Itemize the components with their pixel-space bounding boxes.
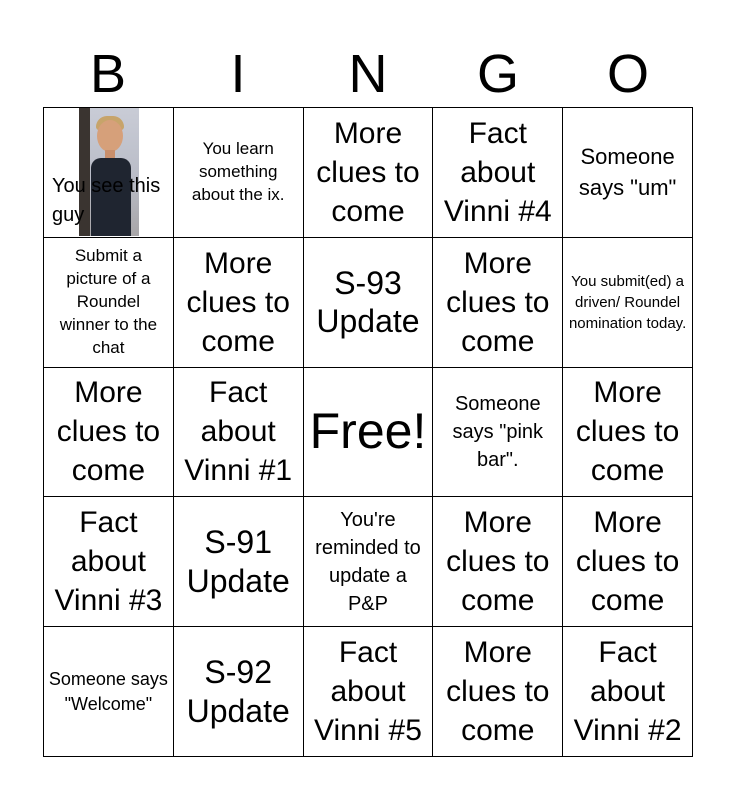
bingo-cell-3-5[interactable] (563, 368, 693, 498)
cell-text: More clues to come (56, 376, 161, 488)
bingo-cell-5-1[interactable] (44, 627, 174, 757)
bingo-cell-5-3[interactable] (304, 627, 434, 757)
header-letter-o: O (606, 44, 649, 104)
cell-text: Fact about Vinni #5 (314, 636, 422, 748)
bingo-cell-2-4[interactable] (433, 238, 563, 368)
bingo-cell-4-5[interactable] (563, 497, 693, 627)
bingo-cell-1-4[interactable] (433, 108, 563, 238)
cell-text: You learn something about the ix. (191, 138, 285, 204)
bingo-cell-3-1[interactable] (44, 368, 174, 498)
cell-text: More clues to come (446, 636, 550, 748)
bingo-cell-4-1[interactable] (44, 497, 174, 627)
bingo-cell-5-2[interactable] (174, 627, 304, 757)
bingo-cell-1-2[interactable] (174, 108, 304, 238)
bingo-cell-1-1[interactable] (44, 108, 174, 238)
cell-text: S-91 Update (186, 524, 290, 599)
cell-text: More clues to come (186, 246, 290, 358)
cell-text: More clues to come (316, 116, 420, 228)
cell-text: Someone says "Welcome" (48, 669, 168, 714)
cell-text: Fact about Vinni #1 (184, 376, 293, 488)
bingo-cell-1-3[interactable] (304, 108, 434, 238)
bingo-grid (43, 107, 693, 757)
cell-text: You're reminded to update a P&P (315, 508, 421, 615)
cell-text: S-93 Update (316, 264, 420, 340)
bingo-cell-2-2[interactable] (174, 238, 304, 368)
header-letter-b: B (89, 44, 127, 104)
cell-text: Fact about Vinni #4 (443, 116, 552, 228)
bingo-cell-4-2[interactable] (174, 497, 304, 627)
bingo-cell-3-3[interactable] (304, 368, 434, 498)
cell-text: More clues to come (446, 506, 550, 618)
header-letter-g: G (476, 44, 519, 104)
bingo-cell-3-2[interactable] (174, 368, 304, 498)
bingo-cell-3-4[interactable] (433, 368, 563, 498)
bingo-header (43, 40, 693, 108)
cell-text: S-92 Update (186, 654, 290, 729)
bingo-cell-5-5[interactable] (563, 627, 693, 757)
bingo-cell-5-4[interactable] (433, 627, 563, 757)
cell-text: You submit(ed) a driven/ Roundel nomination today. (568, 272, 687, 332)
cell-text: Free! (309, 403, 427, 460)
header-letter-n: N (348, 44, 388, 104)
cell-text: More clues to come (575, 376, 680, 488)
cell-text: Submit a picture of a Roundel winner to the chat (59, 245, 158, 357)
cell-text: Someone says "pink bar". (452, 392, 544, 471)
bingo-cell-2-1[interactable] (44, 238, 174, 368)
cell-text: More clues to come (575, 506, 680, 618)
bingo-cell-2-3[interactable] (304, 238, 434, 368)
bingo-cell-4-4[interactable] (433, 497, 563, 627)
bingo-cell-4-3[interactable] (304, 497, 434, 627)
bingo-cell-1-5[interactable] (563, 108, 693, 238)
cell-text: Fact about Vinni #2 (573, 636, 682, 748)
cell-text: Someone says "um" (578, 143, 677, 201)
cell-text: More clues to come (446, 246, 550, 358)
bingo-cell-2-5[interactable] (563, 238, 693, 368)
header-letter-i: I (230, 44, 246, 104)
cell-text: You see this guy (52, 175, 161, 226)
cell-text: Fact about Vinni #3 (54, 506, 163, 618)
